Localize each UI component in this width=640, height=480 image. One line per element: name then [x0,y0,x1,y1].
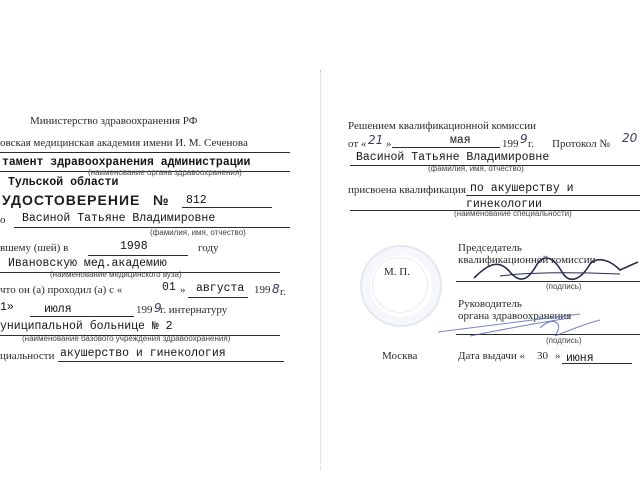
institute-caption: (наименование медицинского вуза) [50,270,182,279]
institute: Ивановскую мед.академию [8,257,167,270]
passed-year-suffix: г. [280,286,287,298]
head-label-2: органа здравоохранения [458,310,572,322]
from-month: мая [450,134,471,147]
from-month-underline [392,147,500,148]
specialty-underline [58,361,284,362]
end-month: июля [44,303,72,316]
number-underline [182,207,272,208]
internship-label: г. интернатуру [160,304,228,316]
graduation-prefix: вшему (шей) в [0,242,69,254]
name-caption: (фамилия, имя, отчество) [150,228,246,237]
head-signature [430,306,630,340]
city: Москва [382,350,418,362]
ministry-line: Министерство здравоохранения РФ [30,115,198,127]
passed-prefix: что он (а) проходил (а) с « [0,284,123,296]
hospital: униципальной больнице № 2 [0,320,173,333]
specialty-prefix: циальности [0,350,55,362]
passed-month: августа [196,282,245,295]
name2-caption: (фамилия, имя, отчество) [428,164,524,173]
qual1-underline [466,195,640,196]
from-day: 21 [368,133,384,147]
end-day: 1» [0,301,14,314]
month-underline [188,297,248,298]
issue-month-underline [562,363,632,364]
commission-decision: Решением квалификационной комиссии [348,120,537,132]
passed-year-prefix: 199 [254,284,271,296]
passed-year-digit: 8 [272,282,280,296]
from-close: » [386,138,392,150]
chair-label-2: квалификационной комиссии [458,254,596,266]
dept-caption: (наименование органа здравоохранения) [88,168,242,177]
qualification-1: по акушерству и [470,182,574,195]
issue-day: 30 [537,350,548,362]
chair-sign-caption: (подпись) [546,282,582,291]
end-year-digit: 9 [154,301,162,315]
end-year-prefix: 199 [136,304,153,316]
head-label: Руководитель [458,298,522,310]
year-underline [88,255,188,256]
issue-date-prefix: Дата выдачи « [458,350,525,362]
end-month-underline [30,316,134,317]
graduation-year: 1998 [120,240,148,253]
chair-signature [470,250,640,284]
graduation-suffix: году [198,242,219,254]
qualification-2: гинекологии [466,198,542,211]
from-year-digit: 9 [520,132,528,146]
to-prefix: о [0,214,6,226]
issue-close: » [555,350,561,362]
protocol-number: 20 [622,131,638,145]
qualification-caption: (наименование специальности) [454,209,572,218]
certificate-number: 812 [186,194,207,207]
fold-line [320,70,321,470]
certificate-title: УДОСТОВЕРЕНИЕ [2,192,141,208]
issue-month: июня [566,352,594,365]
from-prefix: от « [348,138,367,150]
chair-label: Председатель [458,242,522,254]
protocol-label: Протокол № [552,138,610,150]
from-year-prefix: 199 [502,138,519,150]
passed-day: 01 [162,281,176,294]
health-dept: тамент здравоохранения администрации [2,156,251,169]
qualification-prefix: присвоена квалификация [348,184,466,196]
stamp-place-label: М. П. [384,266,410,278]
academy-line: овская медицинская академия имени И. М. Сеченова [0,137,248,149]
passed-close: » [180,284,186,296]
head-sign-caption: (подпись) [546,336,582,345]
hospital-caption: (наименование базового учреждения здравоохранения) [22,334,231,343]
from-suffix: г. [528,138,535,150]
academy-underline [0,152,290,153]
number-sign: № [153,192,170,208]
recipient-name: Васиной Татьяне Владимировне [22,212,216,225]
recipient-name-2: Васиной Татьяне Владимировне [356,151,550,164]
specialty: акушерство и гинекология [60,347,226,360]
region: Тульской области [8,176,119,189]
